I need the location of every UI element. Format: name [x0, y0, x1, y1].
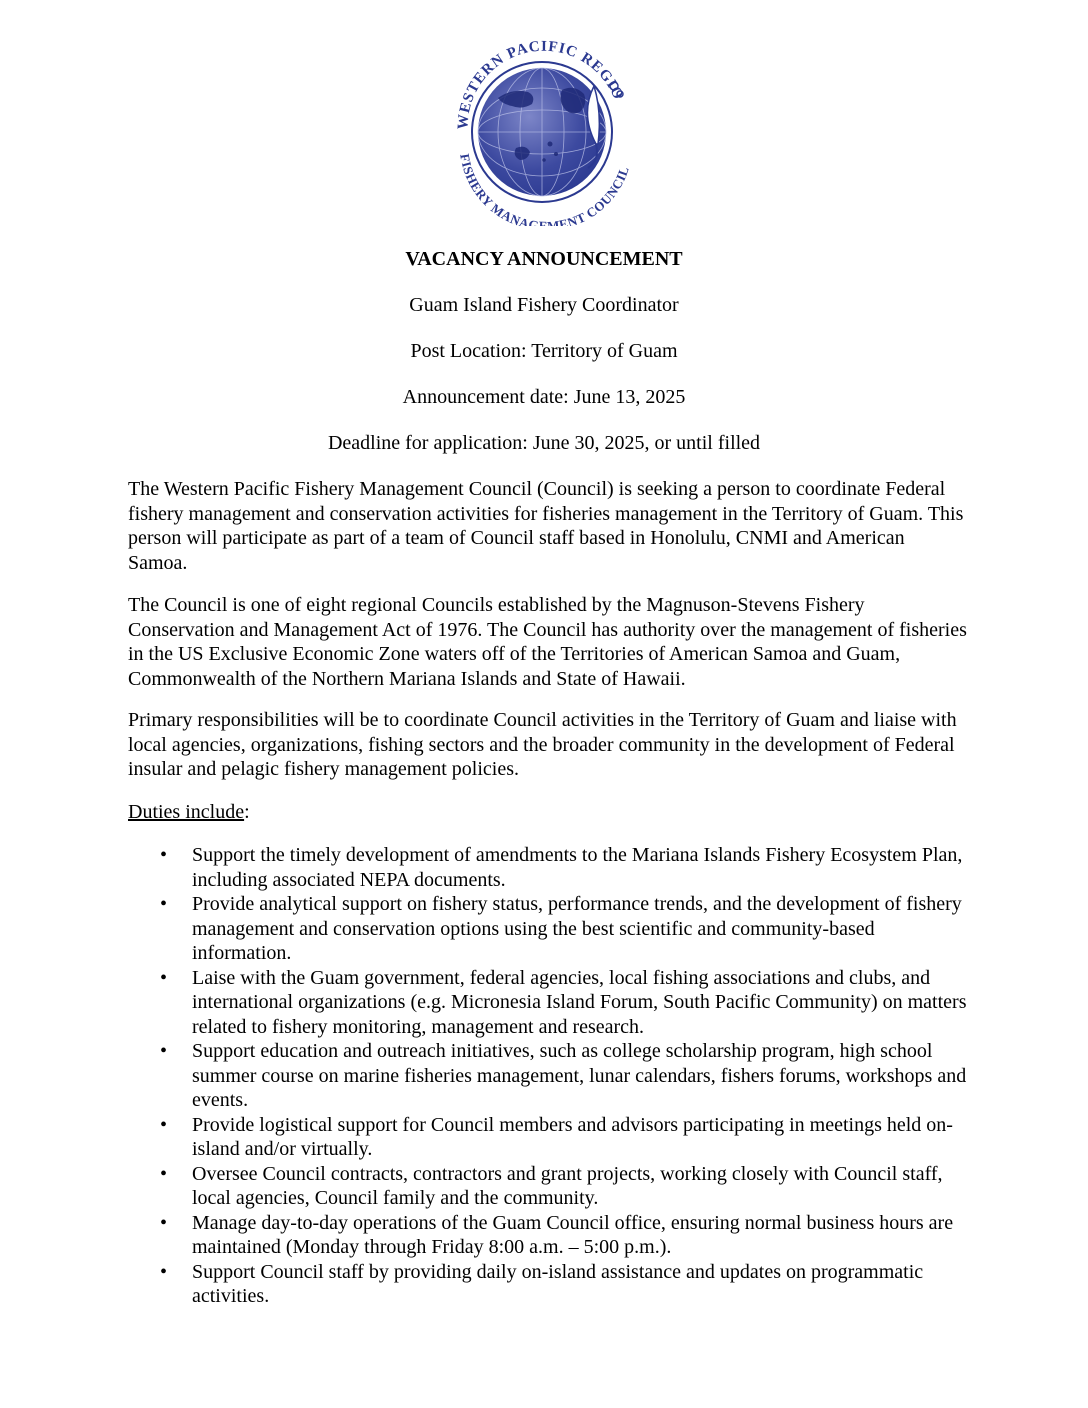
duties-heading-colon: : [244, 801, 250, 823]
intro-paragraph: The Western Pacific Fishery Management Council (Council) is seeking a person to coordinate Federal fishery management and conservation activities for fisheries management in the Territory of Guam. This person will participate as part of a team of Council staff based in Honolulu, CNMI and American Samoa. [128, 478, 964, 574]
duty-item [128, 843, 968, 892]
responsibilities-paragraph: Primary responsibilities will be to coordinate Council activities in the Territory of Guam and liaise with local agencies, organizations, fishing sectors and the broader community in the development of Federal insular and pelagic fishery management policies. [128, 709, 957, 780]
duty-text: Laise with the Guam government, federal agencies, local fishing associations and clubs, and international organizations (e.g. Micronesia Island Forum, South Pacific Community) on matters related to fishery monitoring, management and research. [192, 966, 967, 1038]
bullet-icon: • [160, 1260, 168, 1283]
bullet-icon: • [160, 893, 168, 915]
duty-text: Provide analytical support on fishery status, performance trends, and the development of fishery management and conservation options using the best scientific and community-based information. [192, 893, 962, 964]
duty-item [128, 966, 968, 1040]
bullet-icon: • [160, 1113, 168, 1136]
duty-text: Oversee Council contracts, contractors and grant projects, working closely with Council staff, local agencies, Council family and the community. [192, 1162, 943, 1209]
svg-text:WESTERN PACIFIC REGIONAL: WESTERN PACIFIC REGIO [455, 38, 627, 130]
duty-text: Provide logistical support for Council members and advisors participating in meetings held on-island and/or virtually. [192, 1113, 953, 1160]
bullet-icon: • [160, 1040, 168, 1062]
duty-text: Support education and outreach initiatives, such as college scholarship program, high school summer course on marine fisheries management, lunar calendars, fishers forums, workshops and events. [192, 1040, 967, 1111]
duty-item [128, 1113, 968, 1162]
announcement-title: VACANCY ANNOUNCEMENT [405, 248, 683, 270]
svg-text:FISHERY MANAGEMENT COUNCIL: FISHERY MANAGEMENT COUNCIL [457, 152, 632, 226]
bullet-icon: • [160, 966, 168, 989]
application-deadline: Deadline for application: June 30, 2025, or until filled [327, 432, 761, 454]
duty-item [128, 1039, 968, 1113]
announcement-date: Announcement date: June 13, 2025 [402, 386, 686, 408]
duties-heading [128, 800, 250, 824]
duty-item [128, 1260, 968, 1309]
duty-item [128, 892, 968, 966]
duty-text: Manage day-to-day operations of the Guam Council office, ensuring normal business hours are maintained (Monday through Friday 8:00 a.m. – 5:00 p.m.). [192, 1211, 954, 1258]
duties-heading-label: Duties include [128, 801, 245, 823]
duty-item [128, 1162, 968, 1211]
position-title: Guam Island Fishery Coordinator [409, 294, 679, 316]
duty-text: Support the timely development of amendments to the Mariana Islands Fishery Ecosystem Plan, including associated NEPA documents. [192, 844, 963, 891]
bullet-icon: • [160, 1162, 168, 1185]
duty-text: Support Council staff by providing daily on-island assistance and updates on programmatic activities. [192, 1260, 924, 1307]
council-description-paragraph: The Council is one of eight regional Councils established by the Magnuson-Stevens Fishery Conservation and Management Act of 1976. The Council has authority over the management of fisheries in the US Exclusive Economic Zone waters off of the Territories of American Samoa and Guam, Commonwealth of the Northern Mariana Islands and State of Hawaii. [128, 594, 967, 690]
duties-list [128, 843, 968, 1309]
bullet-icon: • [160, 844, 168, 866]
duty-item [128, 1211, 968, 1260]
post-location: Post Location: Territory of Guam [410, 340, 678, 362]
bullet-icon: • [160, 1211, 168, 1234]
council-logo [446, 36, 640, 226]
